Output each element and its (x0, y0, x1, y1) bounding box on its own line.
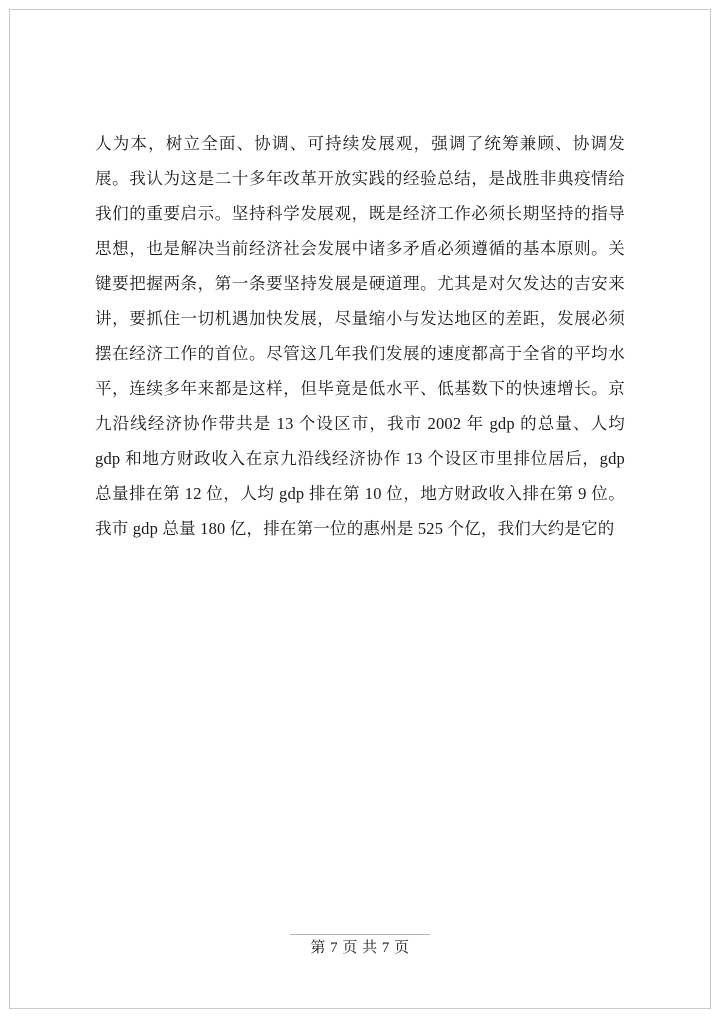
page-footer (0, 938, 720, 958)
footer-divider (290, 934, 430, 935)
body-paragraph: 人为本，树立全面、协调、可持续发展观，强调了统筹兼顾、协调发展。我认为这是二十多年改革开放实践的经验总结，是战胜非典疫情给我们的重要启示。坚持科学发展观，既是经济工作必须长期坚持的指导思想，也是解决当前经济社会发展中诸多矛盾必须遵循的基本原则。关键要把握两条，第一条要坚持发展是硬道理。尤其是对欠发达的吉安来讲，要抓住一切机遇加快发展，尽量缩小与发达地区的差距，发展必须摆在经济工作的首位。尽管这几年我们发展的速度都高于全省的平均水平，连续多年来都是这样，但毕竟是低水平、低基数下的快速增长。京九沿线经济协作带共是 13 个设区市，我市 2002 年 gdp 的总量、人均 gdp 和地方财政收入在京九沿线经济协作 13 个设区市里排位居后，gdp 总量排在第 12 位，人均 gdp 排在第 10 位，地方财政收入排在第 9 位。我市 gdp 总量 180 亿，排在第一位的惠州是 525 个亿，我们大约是它的 (95, 134, 625, 538)
document-content (95, 126, 625, 546)
page-number-label: 第 7 页 共 7 页 (310, 940, 410, 956)
